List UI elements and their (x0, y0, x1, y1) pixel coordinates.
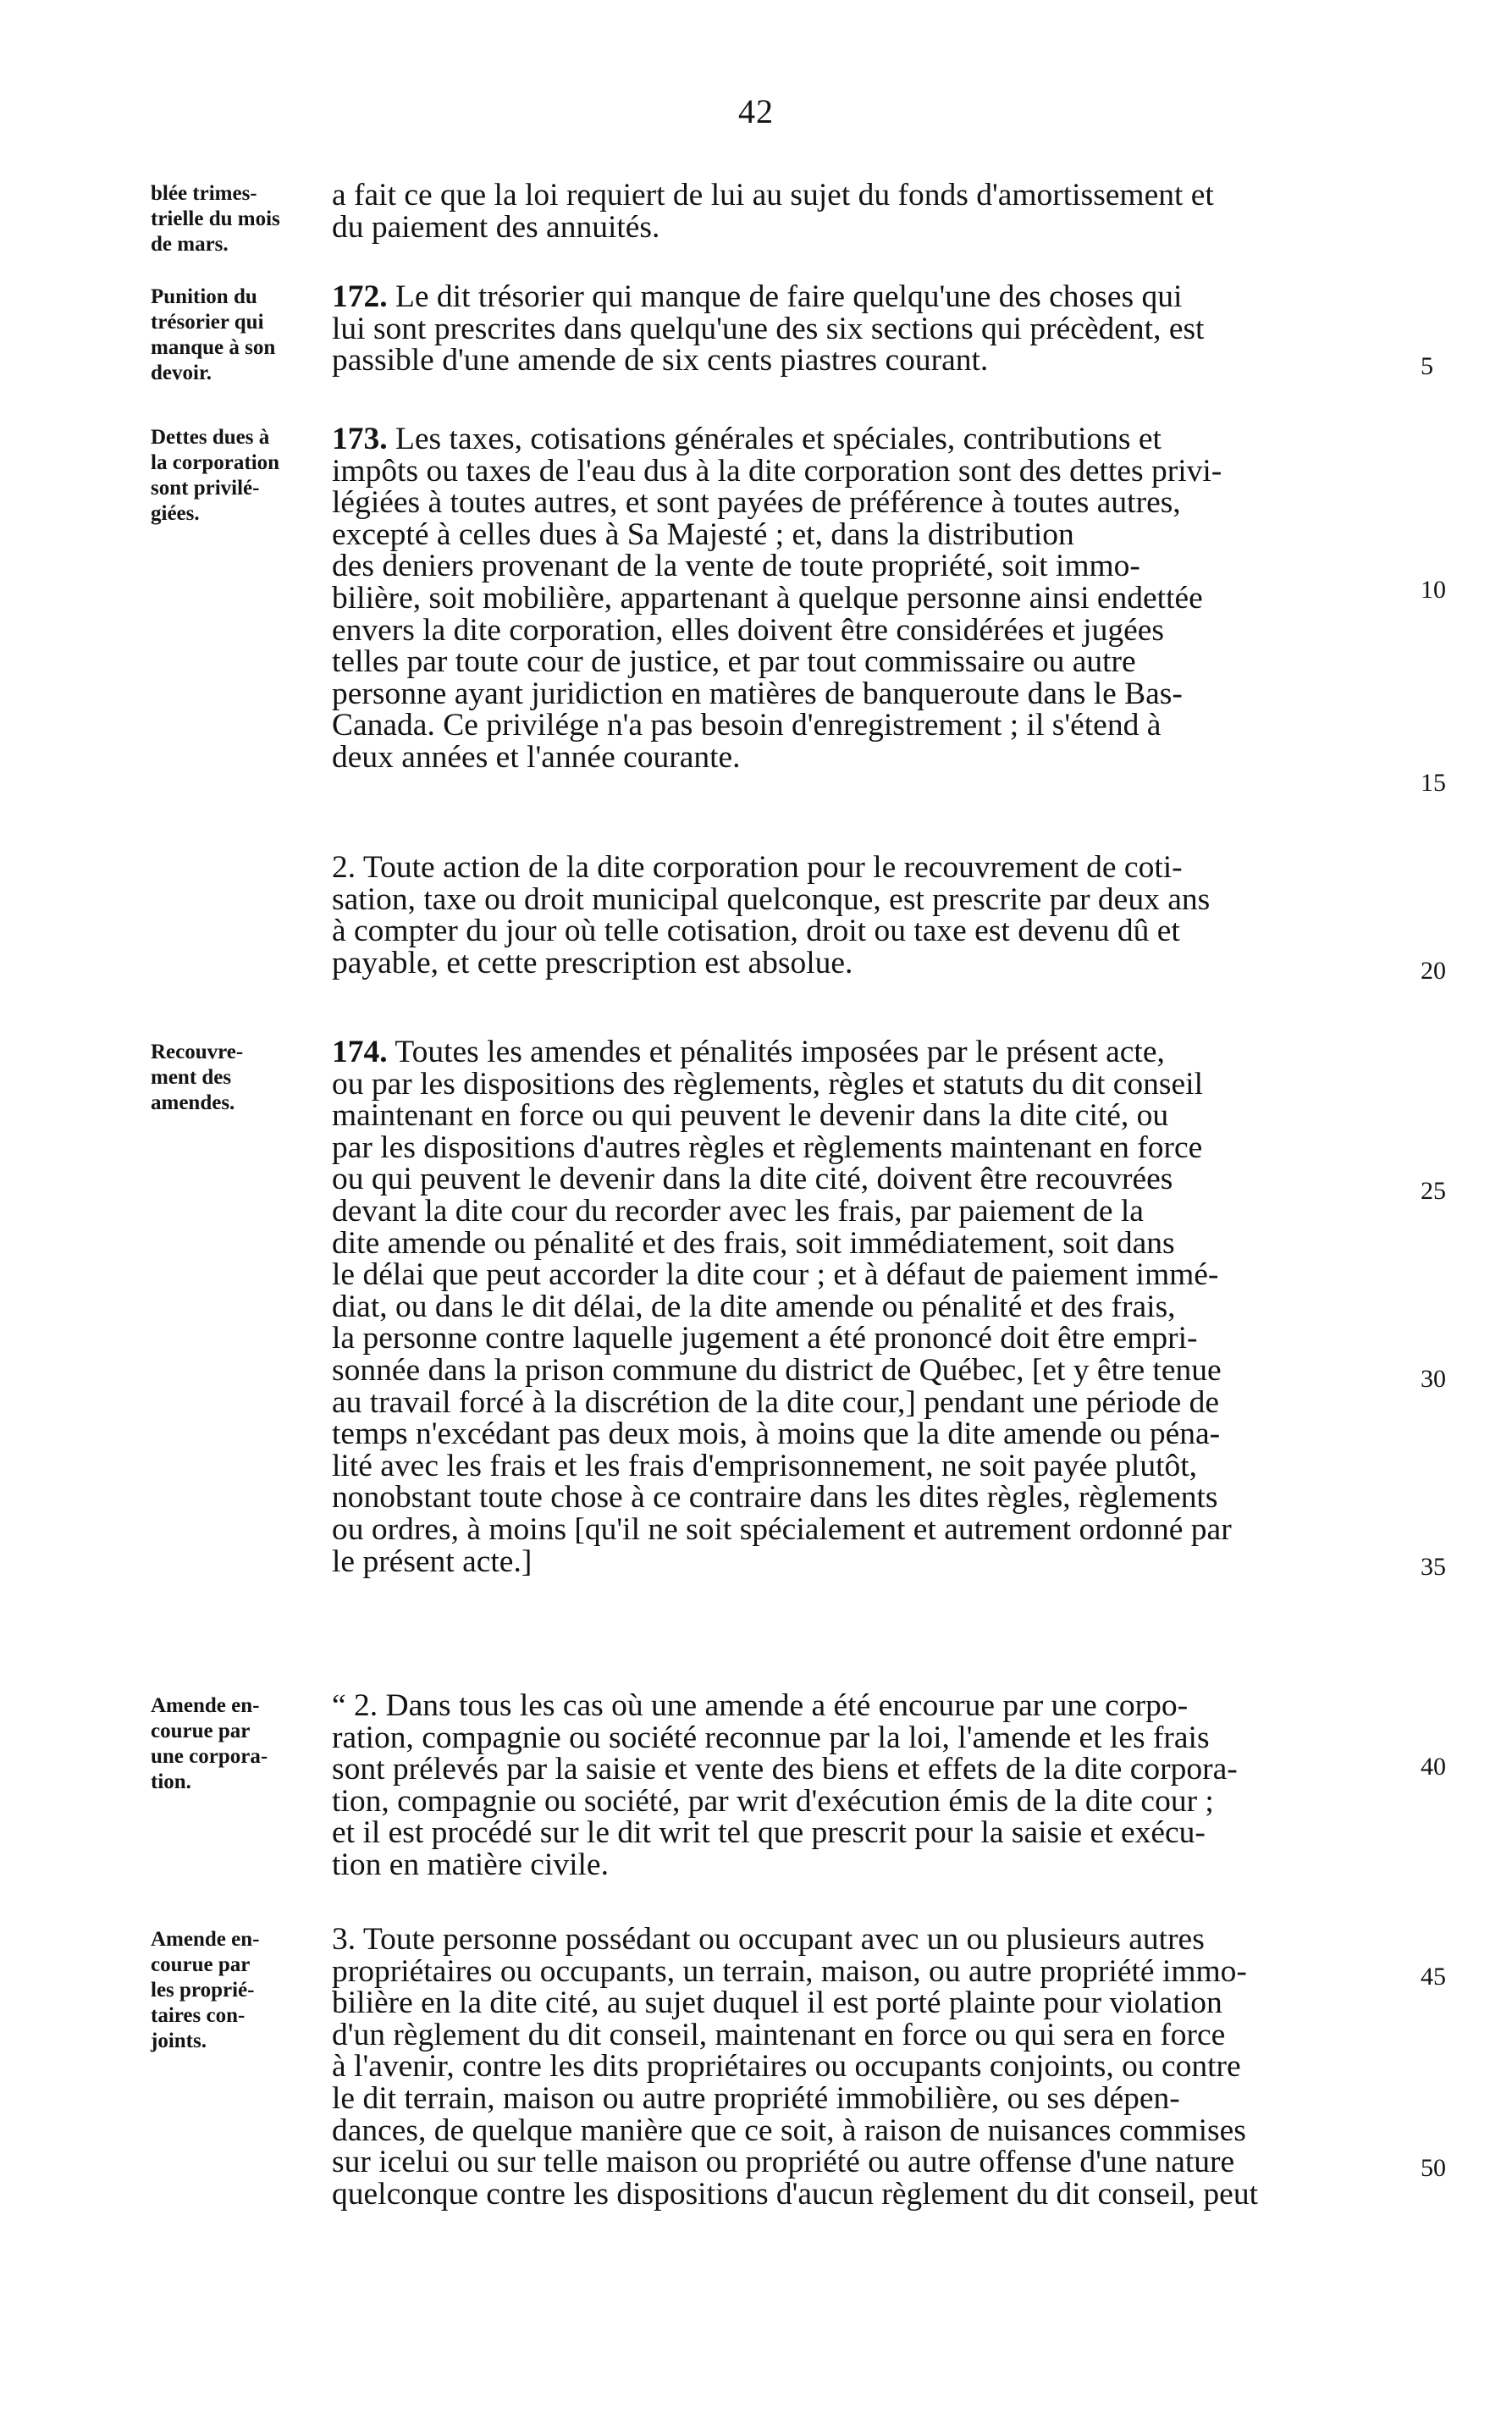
margin-note-174: Recouvre- ment des amendes. (151, 1041, 244, 1114)
section-174-text (332, 1036, 1417, 1577)
section-173-2-text (332, 852, 1417, 979)
text-line: 3. Toute personne possédant ou occupant avec un ou plusieurs autres (332, 1922, 1205, 1957)
line-number: 45 (1421, 1963, 1446, 1991)
text-line: tion, compagnie ou société, par writ d'exécution émis de la dite cour ; (332, 1783, 1214, 1819)
text-line: dances, de quelque manière que ce soit, à raison de nuisances commises (332, 2112, 1246, 2148)
text-line: la personne contre laquelle jugement a été prononcé doit être empri- (332, 1321, 1198, 1356)
text-line: lité avec les frais et les frais d'emprisonnement, ne soit payée plutôt, (332, 1448, 1198, 1483)
line-number: 40 (1421, 1753, 1446, 1781)
section-173-text (332, 423, 1417, 774)
section-number: 174. (332, 1035, 388, 1069)
line-number: 5 (1421, 352, 1433, 380)
text-line: ou qui peuvent le devenir dans la dite cité, doivent être recouvrées (332, 1162, 1173, 1197)
text-line: diat, ou dans le dit délai, de la dite amende ou pénalité et des frais, (332, 1289, 1176, 1324)
text-line: sont prélevés par la saisie et vente des biens et effets de la dite corpora- (332, 1752, 1238, 1787)
text-line: des deniers provenant de la vente de toute propriété, soit immo- (332, 549, 1140, 584)
text-line: personne ayant juridiction en matières de banqueroute dans le Bas- (332, 676, 1183, 711)
text-line: bilière, soit mobilière, appartenant à quelque personne ainsi endettée (332, 580, 1203, 616)
text-line: bilière en la dite cité, au sujet duquel il est porté plainte pour violation (332, 1985, 1222, 2021)
margin-note-172: Punition du trésorier qui manque à son devoir. (151, 285, 276, 384)
text-line: telles par toute cour de justice, et par tout commissaire ou autre (332, 644, 1136, 680)
text-line-content: Le dit trésorier qui manque de faire quelqu'une des choses qui (395, 279, 1183, 314)
margin-note-174-2: Amende en- courue par une corpora- tion. (151, 1694, 268, 1793)
text-line: passible d'une amende de six cents piastres courant. (332, 343, 989, 378)
text-line: sation, taxe ou droit municipal quelconque, est prescrite par deux ans (332, 881, 1211, 917)
text-line: envers la dite corporation, elles doivent être considérées et jugées (332, 612, 1164, 648)
text-line: d'un règlement du dit conseil, maintenant en force ou qui sera en force (332, 2017, 1226, 2052)
text-line: du paiement des annuités. (332, 209, 660, 245)
text-line: “ 2. Dans tous les cas où une amende a été encourue par une corpo- (332, 1688, 1189, 1723)
text-line: temps n'excédant pas deux mois, à moins que la dite amende ou péna- (332, 1417, 1221, 1452)
text-line: au travail forcé à la discrétion de la dite cour,] pendant une période de (332, 1384, 1220, 1420)
margin-note-annuites: blée trimes- trielle du mois de mars. (151, 182, 280, 256)
text-line-content: Toutes les amendes et pénalités imposées par le présent acte, (395, 1035, 1165, 1069)
margin-note-173: Dettes dues à la corporation sont privilé- giées. (151, 426, 280, 525)
text-line: le délai que peut accorder la dite cour ; et à défaut de paiement immé- (332, 1257, 1219, 1293)
text-line (332, 1036, 1417, 1069)
line-number: 20 (1421, 957, 1446, 985)
text-line: sur icelui ou sur telle maison ou propriété ou autre offense d'une nature (332, 2145, 1235, 2180)
text-line: a fait ce que la loi requiert de lui au sujet du fonds d'amortissement et (332, 178, 1214, 213)
section-number: 172. (332, 279, 388, 314)
text-line: quelconque contre les dispositions d'aucun règlement du dit conseil, peut (332, 2176, 1259, 2212)
text-line: à l'avenir, contre les dits propriétaires ou occupants conjoints, ou contre (332, 2049, 1241, 2085)
line-number: 15 (1421, 769, 1446, 797)
text-line: et il est procédé sur le dit writ tel que prescrit pour la saisie et exécu- (332, 1815, 1206, 1851)
text-line: 2. Toute action de la dite corporation pour le recouvrement de coti- (332, 850, 1183, 885)
text-line: devant la dite cour du recorder avec les frais, par paiement de la (332, 1193, 1144, 1229)
text-line: ou par les dispositions des règlements, règles et statuts du dit conseil (332, 1066, 1203, 1102)
line-number: 10 (1421, 576, 1446, 604)
section-174-2-text (332, 1690, 1417, 1881)
section-number: 173. (332, 422, 388, 456)
line-number: 25 (1421, 1177, 1446, 1205)
text-line: dite amende ou pénalité et des frais, soit immédiatement, soit dans (332, 1225, 1175, 1261)
text-line: payable, et cette prescription est absolue. (332, 945, 853, 980)
text-line: à compter du jour où telle cotisation, droit ou taxe est devenu dû et (332, 914, 1180, 949)
line-number: 30 (1421, 1365, 1446, 1393)
text-line: légiées à toutes autres, et sont payées de préférence à toutes autres, (332, 485, 1181, 521)
text-line: le présent acte.] (332, 1544, 533, 1579)
section-172-text (332, 281, 1417, 377)
page-number: 42 (738, 92, 774, 130)
text-line: maintenant en force ou qui peuvent le devenir dans la dite cité, ou (332, 1098, 1169, 1134)
text-line: lui sont prescrites dans quelqu'une des six sections qui précèdent, est (332, 311, 1205, 346)
section-174-3-text (332, 1924, 1417, 2210)
text-line: ration, compagnie ou société reconnue par la loi, l'amende et les frais (332, 1720, 1210, 1755)
text-line-content: Les taxes, cotisations générales et spéciales, contributions et (395, 422, 1162, 456)
text-line: tion en matière civile. (332, 1847, 609, 1882)
text-line: le dit terrain, maison ou autre propriété immobilière, ou ses dépen- (332, 2080, 1180, 2116)
text-line: sonnée dans la prison commune du district de Québec, [et y être tenue (332, 1352, 1222, 1388)
text-line: excepté à celles dues à Sa Majesté ; et, dans la distribution (332, 516, 1074, 552)
text-line: Canada. Ce privilége n'a pas besoin d'enregistrement ; il s'étend à (332, 708, 1162, 743)
text-line: propriétaires ou occupants, un terrain, maison, ou autre propriété immo- (332, 1953, 1247, 1989)
margin-note-174-3: Amende en- courue par les proprié- taires con- joints. (151, 1928, 260, 2052)
text-line: deux années et l'année courante. (332, 739, 741, 775)
line-number: 35 (1421, 1553, 1446, 1581)
section-annuites-text (332, 179, 1417, 243)
text-line: impôts ou taxes de l'eau dus à la dite corporation sont des dettes privi- (332, 453, 1222, 489)
line-number: 50 (1421, 2154, 1446, 2182)
text-line: par les dispositions d'autres règles et règlements maintenant en force (332, 1129, 1203, 1165)
text-line (332, 281, 1417, 313)
text-line (332, 423, 1417, 456)
text-line: ou ordres, à moins [qu'il ne soit spécialement et autrement ordonné par (332, 1511, 1232, 1547)
text-line: nonobstant toute chose à ce contraire dans les dites règles, règlements (332, 1480, 1218, 1516)
